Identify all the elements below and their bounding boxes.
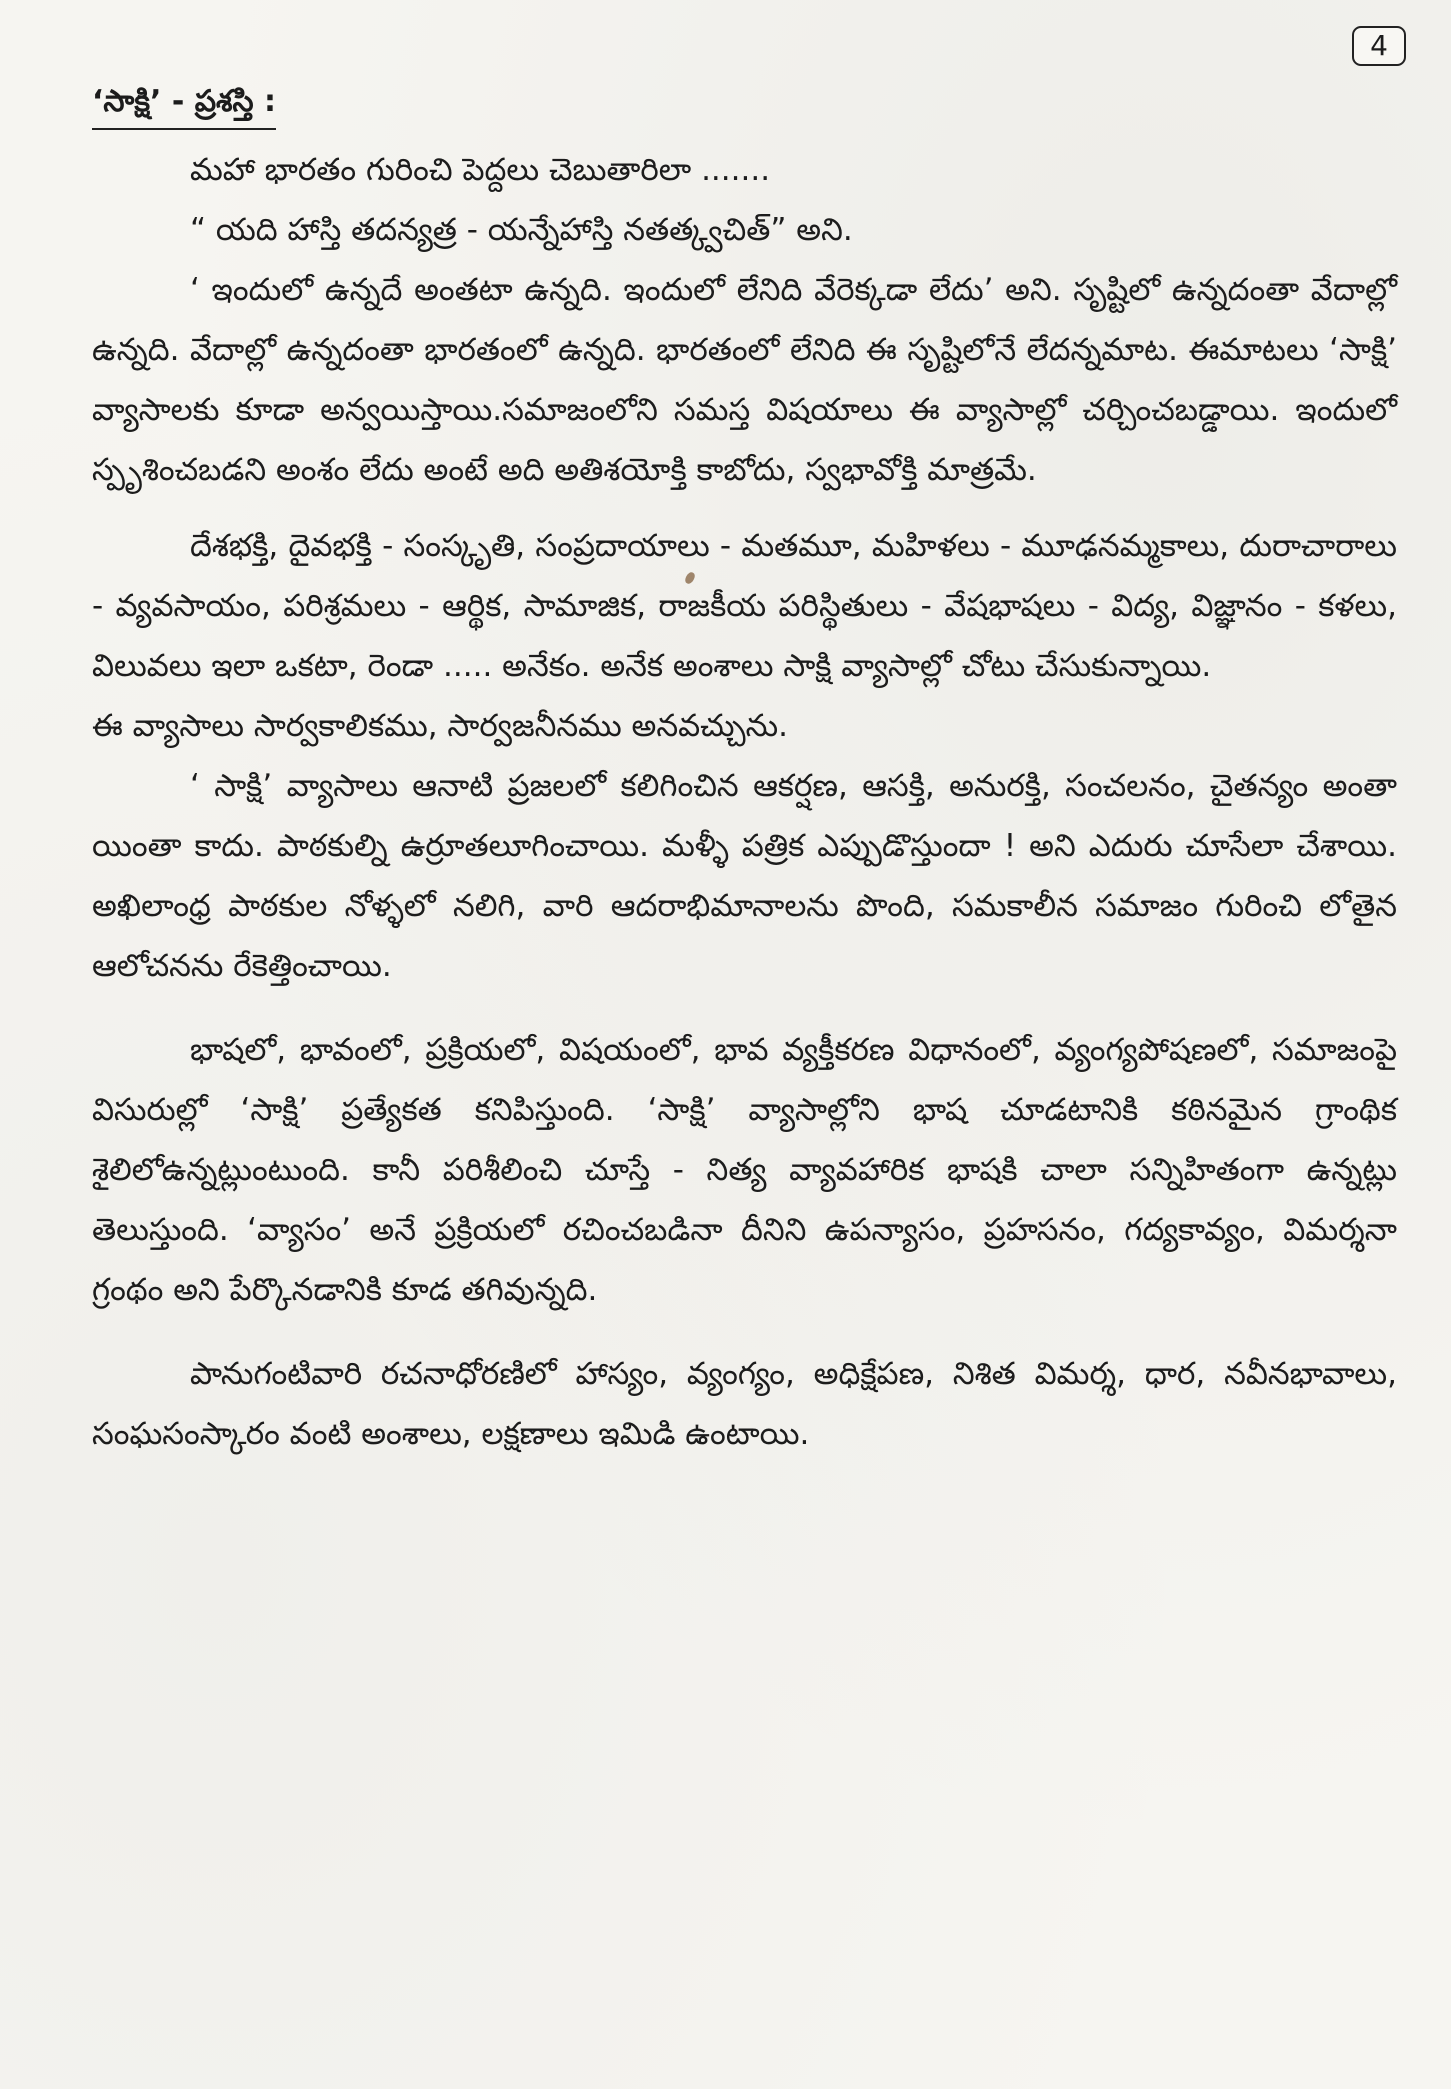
section-heading: ‘సాక్షి’ - ప్రశస్తి : bbox=[92, 80, 276, 130]
paragraph-4: దేశభక్తి, దైవభక్తి - సంస్కృతి, సంప్రదాయాలు - మతమూ, మహిళలు - మూఢనమ్మకాలు, దురాచారాలు - వ్యవసాయం, పరిశ్రమలు - ఆర్థిక, సామాజిక, రాజకీయ పరిస్థితులు - వేషభాషలు - విద్య, విజ్ఞానం - కళలు, విలువలు ఇలా ఒకటా, రెండా ..... అనేకం. అనేక అంశాలు సాక్షి వ్యాసాల్లో చోటు చేసుకున్నాయి. bbox=[92, 528, 1397, 684]
paragraph-8: పానుగంటివారి రచనాధోరణిలో హాస్యం, వ్యంగ్యం, అధిక్షేపణ, నిశిత విమర్శ, ధార, నవీనభావాలు, సంఘసంస్కారం వంటి అంశాలు, లక్షణాలు ఇమిడి ఉంటాయి. bbox=[92, 1356, 1397, 1452]
paragraph-3: ‘ ఇందులో ఉన్నదే అంతటా ఉన్నది. ఇందులో లేనిది వేరెక్కడా లేదు’ అని. సృష్టిలో ఉన్నదంతా వేదాల్లో ఉన్నది. వేదాల్లో ఉన్నదంతా భారతంలో ఉన్నది. భారతంలో లేనిది ఈ సృష్టిలోనే లేదన్నమాట. ఈమాటలు ‘సాక్షి’ వ్యాసాలకు కూడా అన్వయిస్తాయి.సమాజంలోని సమస్త విషయాలు ఈ వ్యాసాల్లో చర్చించబడ్డాయి. ఇందులో స్పృశించబడని అంశం లేదు అంటే అది అతిశయోక్తి కాబోదు, స్వభావోక్తి మాత్రమే. bbox=[92, 272, 1397, 488]
page-number: 4 bbox=[1352, 26, 1406, 66]
paragraph-7: భాషలో, భావంలో, ప్రక్రియలో, విషయంలో, భావ వ్యక్తీకరణ విధానంలో, వ్యంగ్యపోషణలో, సమాజంపై విసురుల్లో ‘సాక్షి’ ప్రత్యేకత కనిపిస్తుంది. ‘సాక్షి’ వ్యాసాల్లోని భాష చూడటానికి కఠినమైన గ్రాంథిక శైలిలోఉన్నట్లుంటుంది. కానీ పరిశీలించి చూస్తే - నిత్య వ్యావహారిక భాషకి చాలా సన్నిహితంగా ఉన్నట్లు తెలుస్తుంది. ‘వ్యాసం’ అనే ప్రక్రియలో రచించబడినా దీనిని ఉపన్యాసం, ప్రహసనం, గద్యకావ్యం, విమర్శనా గ్రంథం అని పేర్కొనడానికి కూడ తగివున్నది. bbox=[92, 1032, 1397, 1308]
document-body bbox=[92, 80, 1397, 1464]
paragraph-1: మహా భారతం గురించి పెద్దలు చెబుతారిలా ....... bbox=[190, 152, 771, 188]
paragraph-5: ఈ వ్యాసాలు సార్వకాలికము, సార్వజనీనము అనవచ్చును. bbox=[92, 708, 788, 744]
paragraph-6: ‘ సాక్షి’ వ్యాసాలు ఆనాటి ప్రజలలో కలిగించిన ఆకర్షణ, ఆసక్తి, అనురక్తి, సంచలనం, చైతన్యం అంతా యింతా కాదు. పాఠకుల్ని ఉర్రూతలూగించాయి. మళ్ళీ పత్రిక ఎప్పుడొస్తుందా ! అని ఎదురు చూసేలా చేశాయి. అఖిలాంధ్ర పాఠకుల నోళ్ళలో నలిగి, వారి ఆదరాభిమానాలను పొంది, సమకాలీన సమాజం గురించి లోతైన ఆలోచనను రేకెత్తించాయి. bbox=[92, 768, 1397, 984]
paragraph-2: “ యది హాస్తి తదన్యత్ర - యన్నేహాస్తి నతత్క్వచిత్” అని. bbox=[190, 212, 853, 248]
